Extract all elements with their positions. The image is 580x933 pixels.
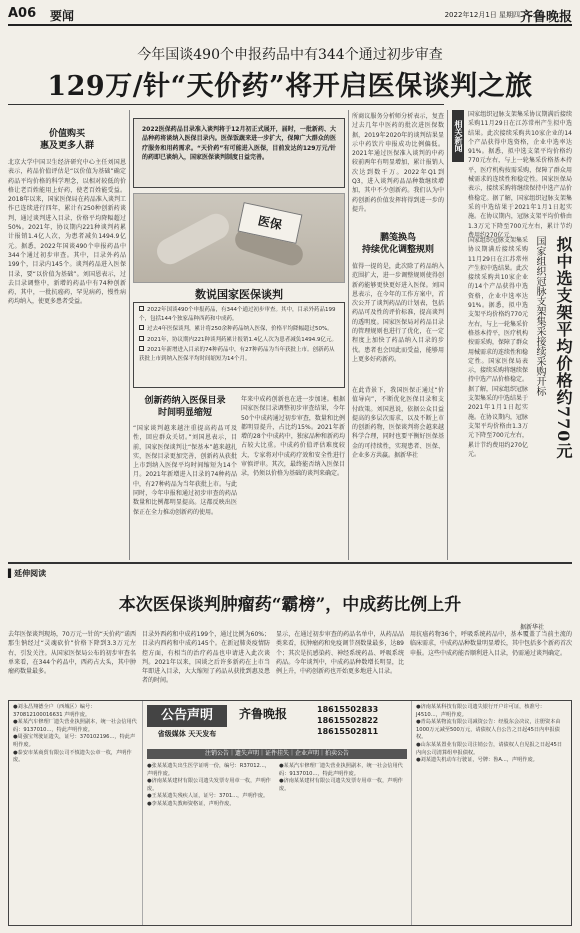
main-headline: 129万/针“天价药”将开启医保谈判之旅 <box>47 71 533 102</box>
notice-category-band: 注销公告｜遗失声明｜证件挂失｜企业声明｜拍卖公告 <box>147 749 407 759</box>
info-item: 2021年，协议期内221种谈判药累计报销1.4亿人次为患者减负1494.9亿元。 <box>139 336 339 345</box>
extend-column-1: 去年医保谈判现场，70万元一针的“天价药”诺西那生钠经过“灵魂砍价”价格下降到3.3万元左右，引发关注。从国家医保局公布的初步审查名单来看，在344个药品中，西药占大头，其中肿瘤药数量最多。 <box>8 631 136 676</box>
notice-subtitle: 省级媒体 天天发布 <box>157 730 217 738</box>
left-subhead: 价值购买 惠及更多人群 <box>39 129 94 151</box>
medicine-photo <box>133 193 345 283</box>
checkbox-icon <box>139 346 144 351</box>
extend-column-4: 用抗癌药物36个，呼吸系统药品中，基本覆盖了当前主流的临床需求，中成药品种数量明显增长，其中包括多个新药首次申报。这些中成药能否顺利进入目录，仍需通过谈判确定。 <box>410 631 573 657</box>
page-header <box>8 4 572 26</box>
related-news-sidebar <box>452 110 572 640</box>
right-subhead: 鹏笺换鸟 持续优化调整规则 <box>361 233 434 255</box>
lead-summary: 2022医保药品目录准入谈判将于12月初正式展开，届时，一批新药、大品种药将谈纳入医保目录内。医保饭蔬来进一步扩大，保障广大群众的医疗服务和用药需求。“天价药”有可能进入医保，目前发达的129万元/针的药即已谈纳入，国家医保谈判制度日益完善。 <box>133 118 345 188</box>
hotline-phone: 18615502822 <box>317 716 379 725</box>
extend-reading-bar: ▌延伸阅读 <box>8 569 47 578</box>
right-column-text-2: 值得一提的是，此次除了药品纳入范围扩大，进一步调整规则使得创新药能够更快更好进入医保。刘国恩表示，在今年的工作方案中，首次公开了谈判药品的计划表，包括药品可及性的评价标准，提高谈判的透明度。国家医保局对药品目录的管理规则也进行了优化，在一定程度上加快了药品纳入目录的步伐。患者也会因此而受益，能够用上更多好药新药。 <box>352 263 444 363</box>
checkbox-icon <box>139 306 144 311</box>
mid-subhead: 创新药纳入医保目录 时间明显缩短 <box>144 396 226 418</box>
medical-insurance-tag: 医保 <box>238 202 303 244</box>
pill-shape <box>152 209 233 269</box>
checkbox-icon <box>139 336 144 341</box>
right-column-text-3: 在此背景下，我国医保正通过“价值导向”，不断优化医保目录和支付政策。刘国恩说，依据公众目益提高的多层次需求，以及不断上市的创新药物，医保谈判将会越来越科学合理，同时也要平衡好医保基金的可持续性，实现患者、医保、企业多方共赢。据新华社 <box>352 387 444 460</box>
notice-title: 公告声明 <box>147 705 227 727</box>
newspaper-logo: 齐鲁晚报 <box>239 707 288 721</box>
notices-mid-column-2: ●某某汽车修理厂遗失营业执照副本，统一社会信用代码：9137010...，特此声明作废。 ●济南某某建材有限公司遗失发票专用章一枚，声明作废。 <box>279 763 403 792</box>
page-number: A06 <box>8 6 37 21</box>
sidebar-headline: 拟中选支架平均价格约770元 <box>554 236 573 460</box>
left-column-text: 北京大学中国卫生经济研究中心主任刘国恩表示，药品价值评估是“以价值为基础”确定药品平均价格的科学理念，以相对较低的价格让老百姓能用上好药，使老百姓能受益。2018年以来，国家医保局在药品准入谈判工作已连续进行四年，累计有250种创新药谈判，通过谈判进入目录，价格平均降幅超过50%。2021年，协议期内221种谈判药累计报销1.4亿人次，为患者减负1494.9亿元。据悉，2022年国谈490个申报药品中344个通过初步审查。其中，目录外药品199个，目录内145个。谈判药品进入医保目录，要“以价值为基础”。刘国恩表示，过去目录调整中，新增的药品中有74种创新药，其中，一批抗癌药，罕见病药，慢性病药均纳入，使更多患者受益。 <box>8 159 126 306</box>
info-box <box>133 302 345 388</box>
mid-column-text-2: 年来中成药创新也在进一步加速。根据国家医保目录调整初步审查结果，今年50个中成药通过初步审查，数量和比例都明显提升，占比约15%。2021年新增的28个中成药中，独家品种和新药均占较大比重。中成药价值评估难度较大，专家将对中成药疗效和安全性进行审慎评审。其次，最终能否纳入医保目录，仍须以价格为基础的谈判来确定。 <box>241 396 345 478</box>
hotline-phone: 18615502811 <box>317 727 379 736</box>
extend-column-3: 显示，在通过初步审查的药品名单中，从药品品类来看，抗肿瘤药和免疫调节剂数量最多，达89个；其次是抗感染药、神经系统药品、呼吸系统药品。今年谈判中，中成药品种数增长明显，比例上升，中药创新药也开始更多地进入目录。 <box>276 631 404 676</box>
masthead-logo: 齐鲁晚报 <box>519 10 572 25</box>
classified-notices <box>8 700 572 926</box>
sidebar-text-2: 国家组织冠脉支架集采协议期满后接续采购11月29日在江苏常州产生拟中选结果。此次接续采购共10家企业的14个产品获得中选资格，企业中选率达91%。据悉，拟中选支架平均价格约770元左右，与上一轮集采价格基本持平，医疗机构按需采购，保障了群众用械需求的连续性和稳定性。国家医保局表示，接续采购将继续保持中选产品价格稳定。据了解，国家组织冠脉支架集采的中选结果于2021年1月1日起实施。在协议期内，冠脉支架平均价格由1.3万元下降至700元左右，累计节约费用约270亿元。 <box>468 237 529 458</box>
right-column-text: 所商议服务分析师分析表示，复查过去几年中医药的批次进医保数据，2019年2020年的谈判结果显示中药饮片申报成功比例偏低。2021年通过医保准入谈判的中药较前两年有明显增加，累计报销人次达到数千万。2022年Q1到Q3，进入谈判药品品种数继续增加，其中不少创新药。我们认为中药创新药价值发挥将得到进一步的提升。 <box>352 113 444 213</box>
mid-column-text: “国家谈判越来越注重提高药品可及性，回应群众关切。”刘国恩表示，目前，国家医保谈判让“保基本”越来越扎实，医保目录更加完善，创新药从获批上市到纳入医保平均时间缩短为14个月。2021年新增进入目录的74种药品中，有27种药品为当年获批上市。与此同时，今年申报和通过初步审查的药品数量和比例都明显提高。这都反映出医保正在全力推动创新药的使用。 <box>133 425 237 516</box>
extend-column-2: 目录外西药和中成药199个，通过比例为60%；目录内西药和中成药145个。在新冠肺炎疫情防控方面，有相当的治疗药品也申请进入此次谈判。2021年以来，国谈之后许多新药在上市当年即进入目录，大大缩短了药品从获批到惠及患者的时间。 <box>142 631 270 685</box>
column-rule <box>348 110 349 560</box>
reporter-credit: 据新华社 <box>520 624 545 631</box>
sidebar-text: 国家组织冠脉支架集采协议期满后接续采购11月29日在江苏常州产生拟中选结果。此次接续采购共10家企业的14个产品获得中选资格，企业中选率达91%。据悉，拟中选支架平均价格约770元左右，与上一轮集采价格基本持平，医疗机构按需采购，保障了群众用械需求的连续性和稳定性。国家医保局表示，接续采购将继续保持中选产品价格稳定。据了解，国家组织冠脉支架集采的中选结果于2021年1月1日起实施。在协议期内，冠脉支架平均价格由1.3万元下降至700元左右，累计节约费用约270亿元。 <box>468 111 572 239</box>
info-item: 过去4年医保谈判，累计将250余种药品纳入医保，价格平均降幅超过50%。 <box>139 325 339 334</box>
info-item: 2022年国谈490个申报药品，有344个通过初步审查。其中，目录外药品199个，包括144个独家品种西药和中成药。 <box>139 307 336 322</box>
column-rule <box>447 110 448 560</box>
extend-headline: 本次医保谈判肿瘤药“霸榜”，中成药比例上升 <box>118 595 462 615</box>
notices-left-column: ●刘永昌翔德全户（西城区）编号：370812100016631 声明作废。 ●某某汽车修理厂遗失营业执照副本，统一社会信用代码：9137010...，特此声明作废。 ●周强宝驾驶证遗失，证号：370102196...，特此声明作废。 ●泰安市某商贸有限公司不慎遗失公章一枚，声明作废。 <box>9 701 143 925</box>
sidebar-kicker: 国家组织冠脉支架集采接续采购开标 <box>534 236 545 396</box>
hotline-phone: 18615502833 <box>317 705 379 714</box>
column-rule <box>129 110 130 560</box>
notices-right-column: ●济南某某科技有限公司遗失银行开户许可证，核准号：J4510...，声明作废。 ●青岛某某物流有限公司减资公告：经股东会决议，注册资本由1000万元减至500万元，请债权人自公告之日起45日内申报债权。 ●山东某某置业有限公司注销公告，请债权人自见报之日起45日内向公司清算组申报债权。 ●刘某遗失机动车行驶证，号牌：鲁A...，声明作废。 <box>411 701 571 925</box>
headline-kicker: 今年国谈490个申报药品中有344个通过初步审查 <box>137 47 443 63</box>
issue-date: 2022年12月1日 星期四 <box>444 11 520 19</box>
notices-mid-column: ●张某某遗失出生医学证明一份，编号：R37012...，声明作废。 ●济南某某建材有限公司遗失发票专用章一枚，声明作废。 ●王某某遗失残疾人证，证号：3701...，声明作废。 ●李某某遗失教师资格证，声明作废。 <box>147 763 271 807</box>
related-news-tag: 相关新闻 <box>452 110 464 162</box>
notice-advert-banner <box>147 705 407 759</box>
checkbox-icon <box>139 325 144 330</box>
section-title: 要闻 <box>50 9 75 23</box>
info-item: 2021年新增进入目录的74种药品中，有27种药品为当年获批上市。创新药从获批上市到纳入医保平均时间缩短为14个月。 <box>139 347 335 362</box>
info-box-title: 数说国家医保谈判 <box>195 288 283 301</box>
divider <box>8 562 572 564</box>
divider <box>8 104 444 105</box>
